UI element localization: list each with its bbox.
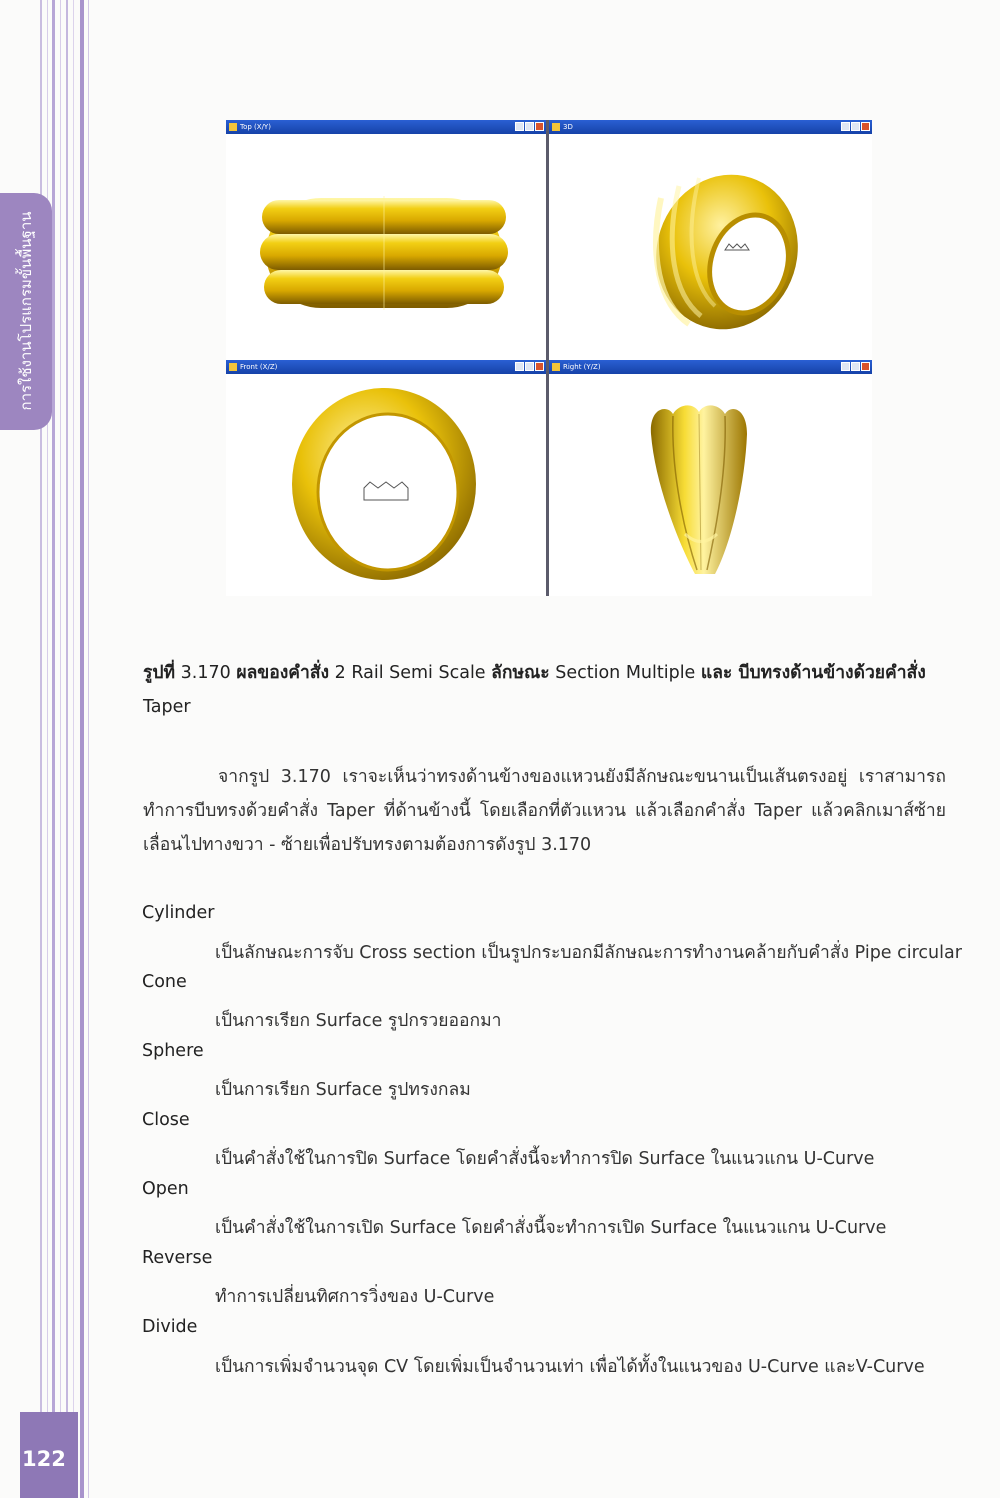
minimize-button[interactable] xyxy=(515,122,524,131)
maximize-button[interactable] xyxy=(525,362,534,371)
viewport-front-title: Front (X/Z) xyxy=(240,363,278,371)
viewport-right-titlebar[interactable] xyxy=(549,360,872,374)
term-open: Open xyxy=(142,1179,189,1199)
viewport-3d-titlebar[interactable] xyxy=(549,120,872,134)
term-divide: Divide xyxy=(142,1317,198,1337)
maximize-button[interactable] xyxy=(525,122,534,131)
caption-text-4: Section Multiple xyxy=(555,663,696,683)
viewport-front-titlebar[interactable] xyxy=(226,360,546,374)
chapter-tab-label: การใช้งานโปรแกรมขั้นพื้นฐาน xyxy=(17,211,35,411)
page-number: 122 xyxy=(22,1447,66,1471)
term-cylinder: Cylinder xyxy=(142,903,215,923)
ring-front-view xyxy=(226,374,546,596)
viewport-top-titlebar[interactable] xyxy=(226,120,546,134)
desc-divide: เป็นการเพิ่มจำนวนจุด CV โดยเพิ่มเป็นจำนวนเท่า เพื่อได้ทั้งในแนวของ U-Curve และV-Curve xyxy=(215,1357,925,1377)
viewport-right[interactable] xyxy=(549,360,872,596)
term-sphere: Sphere xyxy=(142,1041,204,1061)
caption-text-1: ผลของคำสั่ง xyxy=(236,663,330,683)
viewport-top[interactable] xyxy=(226,120,546,358)
viewport-icon xyxy=(552,363,560,371)
viewport-3d-title: 3D xyxy=(563,123,573,131)
viewport-divider-vertical xyxy=(546,120,549,596)
maximize-button[interactable] xyxy=(851,122,860,131)
ring-top-view xyxy=(226,134,546,358)
minimize-button[interactable] xyxy=(841,122,850,131)
maximize-button[interactable] xyxy=(851,362,860,371)
desc-cylinder: เป็นลักษณะการจับ Cross section เป็นรูปกระบอกมีลักษณะการทำงานคล้ายกับคำสั่ง Pipe circular xyxy=(215,943,962,963)
desc-sphere: เป็นการเรียก Surface รูปทรงกลม xyxy=(215,1080,471,1100)
minimize-button[interactable] xyxy=(841,362,850,371)
desc-open: เป็นคำสั่งใช้ในการเปิด Surface โดยคำสั่งนี้จะทำการเปิด Surface ในแนวแกน U-Curve xyxy=(215,1218,887,1238)
viewport-icon xyxy=(552,123,560,131)
close-button[interactable] xyxy=(861,362,870,371)
desc-close: เป็นคำสั่งใช้ในการปิด Surface โดยคำสั่งนี้จะทำการปิด Surface ในแนวแกน U-Curve xyxy=(215,1149,875,1169)
ring-3d-view xyxy=(549,134,872,358)
figure-caption xyxy=(143,656,948,724)
body-paragraph xyxy=(143,760,946,862)
viewport-3d[interactable] xyxy=(549,120,872,358)
figure-ring-viewports xyxy=(226,120,872,596)
ring-side-view xyxy=(549,374,872,596)
caption-label: รูปที่ xyxy=(143,663,176,683)
desc-cone: เป็นการเรียก Surface รูปกรวยออกมา xyxy=(215,1011,502,1031)
term-cone: Cone xyxy=(142,972,187,992)
close-button[interactable] xyxy=(861,122,870,131)
caption-text-3: ลักษณะ xyxy=(491,663,550,683)
term-close: Close xyxy=(142,1110,190,1130)
viewport-icon xyxy=(229,123,237,131)
viewport-right-title: Right (Y/Z) xyxy=(563,363,601,371)
caption-number: 3.170 xyxy=(180,663,231,683)
caption-text-6: Taper xyxy=(143,697,191,717)
body-paragraph-text: จากรูป 3.170 เราจะเห็นว่าทรงด้านข้างของแหวนยังมีลักษณะขนานเป็นเส้นตรงอยู่ เราสามารถทำการบีบทรงด้วยคำสั่ง Taper ที่ด้านข้างนี้ โดยเลือกที่ตัวแหวน แล้วเลือกคำสั่ง Taper แล้วคลิกเมาส์ซ้าย เลื่อนไปทางขวา - ซ้ายเพื่อปรับทรงตามต้องการดังรูป 3.170 xyxy=(143,767,946,855)
desc-reverse: ทำการเปลี่ยนทิศการวิ่งของ U-Curve xyxy=(215,1287,495,1307)
close-button[interactable] xyxy=(535,362,544,371)
viewport-top-title: Top (X/Y) xyxy=(240,123,271,131)
minimize-button[interactable] xyxy=(515,362,524,371)
caption-text-5: และ บีบทรงด้านข้างด้วยคำสั่ง xyxy=(700,663,926,683)
close-button[interactable] xyxy=(535,122,544,131)
caption-text-2: 2 Rail Semi Scale xyxy=(334,663,486,683)
viewport-front[interactable] xyxy=(226,360,546,596)
viewport-icon xyxy=(229,363,237,371)
term-reverse: Reverse xyxy=(142,1248,213,1268)
